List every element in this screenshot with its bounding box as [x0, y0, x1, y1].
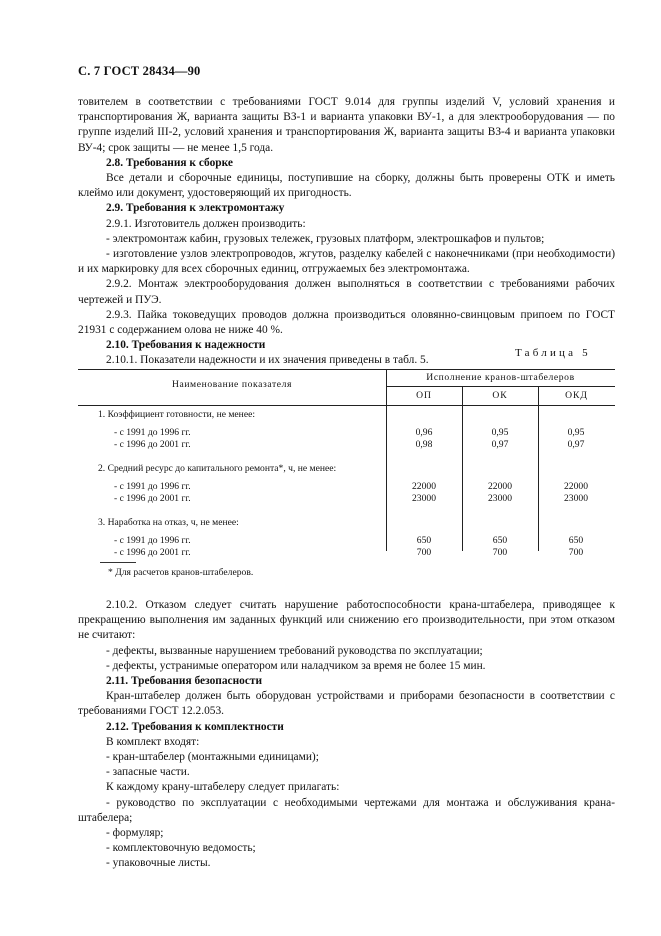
table-cell: 0,97 [491, 439, 509, 450]
table-col-okd: ОКД [565, 390, 588, 401]
paragraph: - упаковочные листы. [106, 857, 211, 870]
paragraph: - электромонтаж кабин, грузовых тележек, грузовых платформ, электрошкафов и пультов; [106, 232, 545, 245]
section-heading: 2.8. Требования к сборке [106, 156, 233, 169]
table-col-op: ОП [416, 390, 432, 401]
paragraph: - изготовление узлов электропроводов, жгутов, разделку кабелей с наконечниками (при необходимости) и их маркировку для всех сборочных единиц, отгружаемых без электромонтажа. [78, 248, 615, 276]
table-section-title: 1. Коэффициент готовности, не менее: [98, 409, 255, 420]
section-heading: 2.11. Требования безопасности [106, 675, 263, 688]
paragraph: - дефекты, вызванные нарушением требований руководства по эксплуатации; [106, 644, 483, 657]
table-row-label: - с 1991 до 1996 гг. [114, 535, 191, 546]
section-heading: 2.12. Требования к комплектности [106, 720, 284, 733]
table-cell: 22000 [488, 481, 512, 492]
table-header-group: Исполнение кранов-штабелеров [426, 372, 575, 383]
footnote-rule [100, 562, 136, 563]
paragraph: 2.10.2. Отказом следует считать нарушение работоспособности крана-штабелера, приводящее к прекращению выполнения им заданных функций или снижению его производительности, при этом отказом не считают: [78, 599, 615, 642]
table-cell: 0,95 [491, 427, 509, 438]
text-block-upper [78, 95, 615, 369]
text-block-lower [78, 598, 615, 872]
paragraph: 2.9.2. Монтаж электрооборудования должен выполняться в соответствии с требованиями рабочих чертежей и ПУЭ. [78, 278, 615, 306]
table-cell: 23000 [412, 493, 436, 504]
table-section-title: 2. Средний ресурс до капитального ремонта*, ч, не менее: [98, 463, 337, 474]
paragraph: - кран-штабелер (монтажными единицами); [106, 751, 319, 764]
table-header-name: Наименование показателя [171, 379, 293, 390]
table-col-ok: ОК [492, 390, 508, 401]
table-cell: 650 [492, 535, 508, 546]
paragraph: Кран-штабелер должен быть оборудован устройствами и приборами безопасности в соответствии с требованиями ГОСТ 12.2.053. [78, 690, 615, 718]
paragraph: Все детали и сборочные единицы, поступившие на сборку, должны быть проверены ОТК и иметь клеймо или документ, удостоверяющий их пригодность. [78, 172, 615, 200]
table-cell: 700 [416, 547, 432, 558]
section-heading: 2.9. Требования к электромонтажу [106, 202, 285, 215]
paragraph: 2.9.3. Пайка токоведущих проводов должна производиться оловянно-свинцовым припоем по ГОСТ 21931 с содержанием олова не ниже 40 %. [78, 308, 615, 337]
table-row-label: - с 1991 до 1996 гг. [114, 427, 191, 438]
table-cell: 22000 [412, 481, 436, 492]
table-cell: 700 [492, 547, 508, 558]
paragraph: К каждому крану-штабелеру следует прилагать: [106, 781, 340, 794]
paragraph: В комплект входят: [106, 735, 200, 748]
table-cell: 0,95 [567, 427, 585, 438]
table-cell: 0,97 [567, 439, 585, 450]
table-cell: 22000 [564, 481, 588, 492]
paragraph: товителем в соответствии с требованиями ГОСТ 9.014 для группы изделий V, условий хранения и транспортирования Ж, варианта защиты ВЗ-1 и варианта упаковки ВУ-1, а для электрооборудования — по группе изделий III-2, условий хранения и транспортирования Ж, варианта защиты ВЗ-4 и варианта упаковки ВУ-4; срок защиты — не менее 1,5 года. [78, 96, 615, 154]
table-cell: 23000 [488, 493, 512, 504]
reliability-table [78, 369, 615, 558]
table-row-label: - с 1996 до 2001 гг. [114, 547, 191, 558]
table-section-title: 3. Наработка на отказ, ч, не менее: [98, 517, 239, 528]
paragraph: - дефекты, устранимые оператором или наладчиком за время не более 15 мин. [106, 659, 486, 672]
table-row-label: - с 1996 до 2001 гг. [114, 493, 191, 504]
table-cell: 0,98 [415, 439, 433, 450]
table-cell: 23000 [564, 493, 588, 504]
paragraph: - формуляр; [106, 827, 164, 840]
table-cell: 650 [568, 535, 584, 546]
table-row-label: - с 1991 до 1996 гг. [114, 481, 191, 492]
paragraph: - запасные части. [106, 766, 190, 779]
paragraph: 2.10.1. Показатели надежности и их значения приведены в табл. 5. [106, 354, 429, 367]
table-cell: 650 [416, 535, 432, 546]
table-footnote: * Для расчетов кранов-штабелеров. [108, 567, 254, 578]
table-cell: 0,96 [415, 427, 433, 438]
table-cell: 700 [568, 547, 584, 558]
table-row-label: - с 1996 до 2001 гг. [114, 439, 191, 450]
section-heading: 2.10. Требования к надежности [106, 339, 266, 352]
paragraph: - руководство по эксплуатации с необходимыми чертежами для монтажа и обслуживания крана-штабелера; [78, 796, 615, 824]
table-caption: Таблица 5 [515, 347, 591, 359]
paragraph: - комплектовочную ведомость; [106, 842, 256, 855]
page-header: С. 7 ГОСТ 28434—90 [78, 64, 201, 78]
paragraph: 2.9.1. Изготовитель должен производить: [106, 217, 306, 230]
